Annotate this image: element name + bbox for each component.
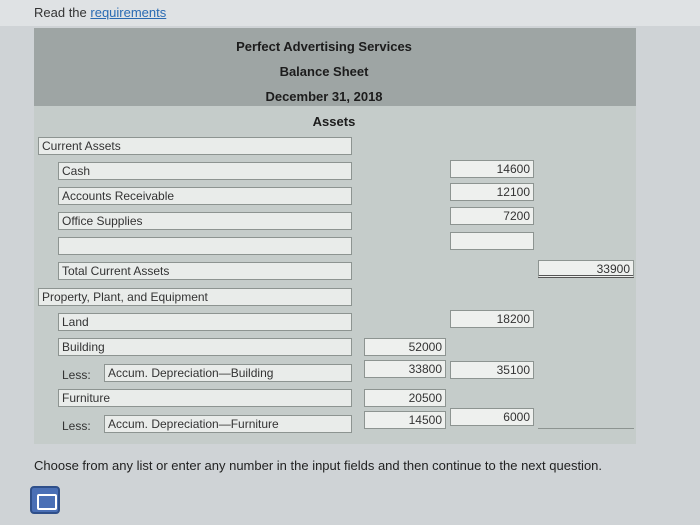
cash-field[interactable]: Cash (58, 162, 352, 180)
instructions-text: Choose from any list or enter any number in the input fields and then continue to the next question. (34, 458, 603, 473)
building-gross-input[interactable]: 52000 (364, 338, 446, 356)
less-label-building: Less: (62, 368, 91, 382)
building-field[interactable]: Building (58, 338, 352, 356)
accum-depr-building-field[interactable]: Accum. Depreciation—Building (104, 364, 352, 382)
furniture-gross-input[interactable]: 20500 (364, 389, 446, 407)
top-bar (0, 0, 700, 26)
cash-amount-input[interactable]: 14600 (450, 160, 534, 178)
land-amount-input[interactable]: 18200 (450, 310, 534, 328)
section-assets: Assets (312, 114, 356, 129)
accum-depr-furniture-field[interactable]: Accum. Depreciation—Furniture (104, 415, 352, 433)
requirements-link[interactable]: requirements (90, 5, 167, 20)
statement-date: December 31, 2018 (265, 89, 383, 104)
total-current-assets-field[interactable]: Total Current Assets (58, 262, 352, 280)
blank-account-field[interactable] (58, 237, 352, 255)
accounts-receivable-field[interactable]: Accounts Receivable (58, 187, 352, 205)
statement-title: Balance Sheet (279, 64, 369, 79)
blank-amount-input[interactable] (450, 232, 534, 250)
furniture-field[interactable]: Furniture (58, 389, 352, 407)
furniture-accum-input[interactable]: 14500 (364, 411, 446, 429)
less-label-furniture: Less: (62, 419, 91, 433)
building-net-input[interactable]: 35100 (450, 361, 534, 379)
total-current-assets-input[interactable]: 33900 (538, 260, 634, 278)
requirements-line (34, 5, 166, 20)
balance-sheet (34, 28, 636, 444)
supplies-amount-input[interactable]: 7200 (450, 207, 534, 225)
furniture-net-input[interactable]: 6000 (450, 408, 534, 426)
land-field[interactable]: Land (58, 313, 352, 331)
read-the-text: Read the (34, 5, 87, 20)
company-name: Perfect Advertising Services (236, 39, 412, 54)
ar-amount-input[interactable]: 12100 (450, 183, 534, 201)
toolbar-button-icon[interactable] (30, 486, 60, 514)
office-supplies-field[interactable]: Office Supplies (58, 212, 352, 230)
ppe-field[interactable]: Property, Plant, and Equipment (38, 288, 352, 306)
building-accum-input[interactable]: 33800 (364, 360, 446, 378)
ppe-total-line[interactable] (538, 428, 634, 446)
current-assets-field[interactable]: Current Assets (38, 137, 352, 155)
